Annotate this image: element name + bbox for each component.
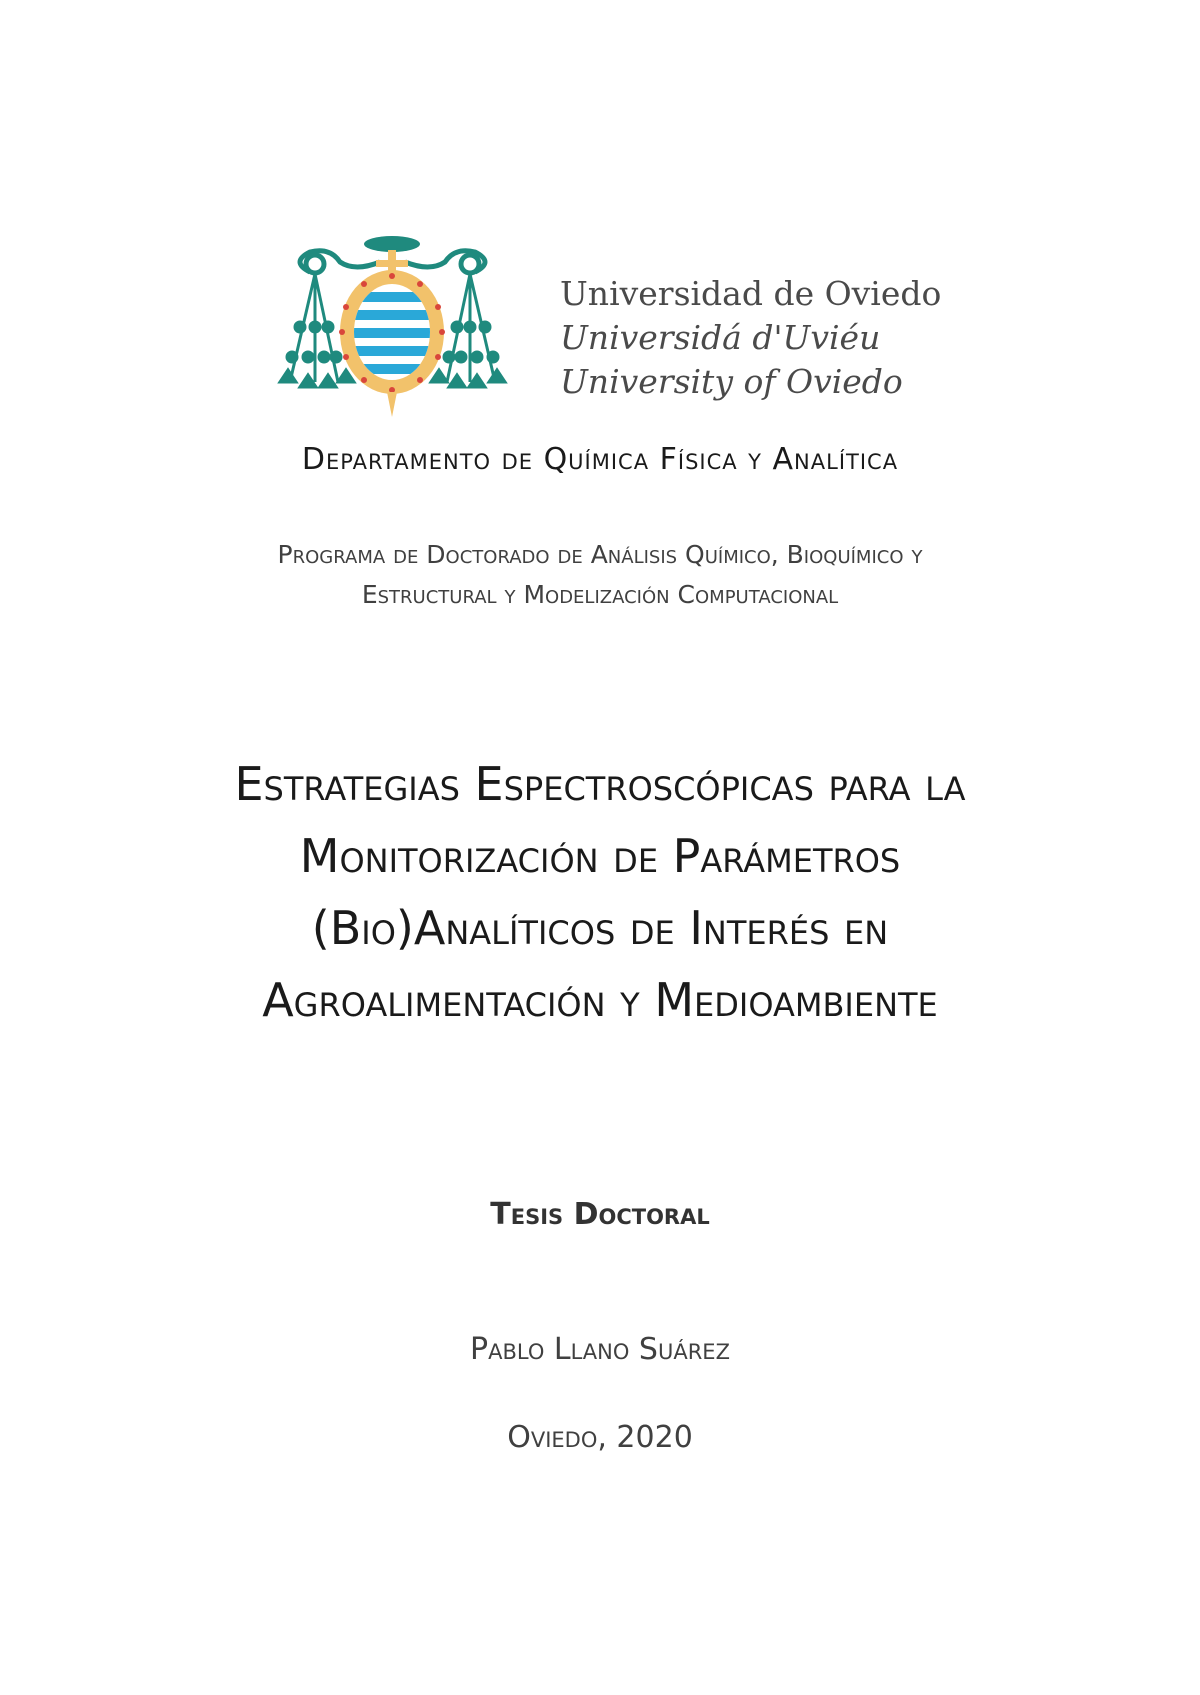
university-name-english: University of Oviedo [560,362,903,401]
program-line-2: Estructural y Modelización Computacional [361,580,839,609]
place-and-year: Oviedo, 2020 [507,1420,693,1455]
title-line-4: Agroalimentación y Medioambiente [262,973,938,1027]
title-line-1: Estrategias Espectroscópicas para la [234,757,966,811]
thesis-title [90,748,1110,1036]
department-heading: Departamento de Química Física y Analítica [301,442,899,477]
doctoral-program [150,535,1050,615]
university-name-asturian: Universidá d'Uviéu [560,318,881,357]
author-name: Pablo Llano Suárez [470,1332,730,1367]
university-names [560,272,941,404]
university-crest-icon [270,232,515,422]
university-logo [270,232,970,422]
title-line-3: (Bio)Analíticos de Interés en [311,901,889,955]
university-name-spanish: Universidad de Oviedo [560,274,942,313]
thesis-type: Tesis Doctoral [490,1197,710,1232]
program-line-1: Programa de Doctorado de Análisis Químico, Bioquímico y [277,540,923,569]
title-line-2: Monitorización de Parámetros [299,829,901,883]
